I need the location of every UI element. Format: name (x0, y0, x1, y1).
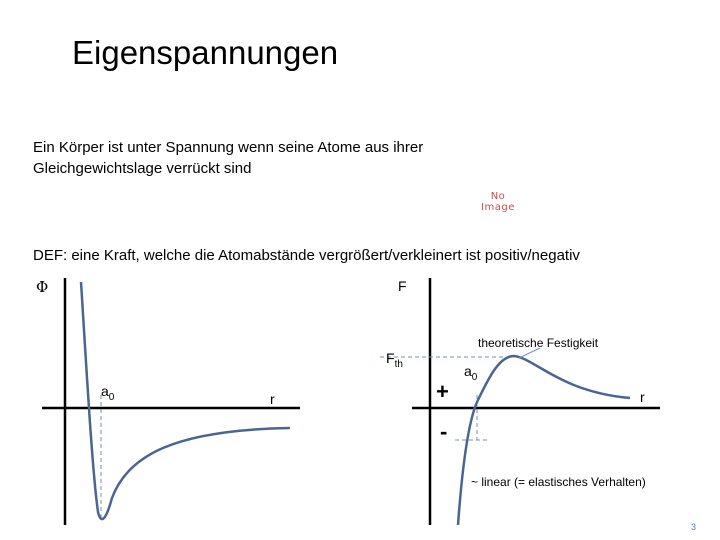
right-a0-subscript: 0 (471, 371, 478, 383)
strength-label: theoretische Festigkeit (478, 336, 599, 350)
left-a0-letter: a (101, 383, 109, 399)
force-axis-label: F (398, 278, 407, 294)
plus-sign: + (436, 379, 449, 404)
placeholder-line-2: Image (481, 202, 515, 213)
fth-letter: F (386, 350, 395, 366)
right-r-label: r (640, 389, 645, 405)
potential-axis-label: Φ (36, 278, 49, 296)
right-a0-letter: a (464, 363, 472, 379)
intro-line-2: Gleichgewichtslage verrückt sind (33, 160, 252, 177)
fth-label (386, 350, 403, 370)
intro-line-1: Ein Körper ist unter Spannung wenn seine Atome aus ihrer (33, 139, 424, 156)
placeholder-line-1: No (490, 191, 506, 202)
right-a0-label (464, 363, 477, 383)
definition-text: DEF: eine Kraft, welche die Atomabstände vergrößert/verkleinert ist positiv/negativ (33, 247, 580, 264)
left-a0-subscript: 0 (108, 391, 115, 403)
linear-note: ~ linear (= elastisches Verhalten) (471, 475, 646, 489)
minus-sign: - (440, 419, 448, 444)
left-a0-label (101, 383, 114, 403)
slide-title: Eigenspannungen (72, 34, 339, 71)
left-r-label: r (270, 391, 275, 407)
slide-number: 3 (690, 522, 696, 532)
fth-subscript: th (394, 358, 403, 370)
